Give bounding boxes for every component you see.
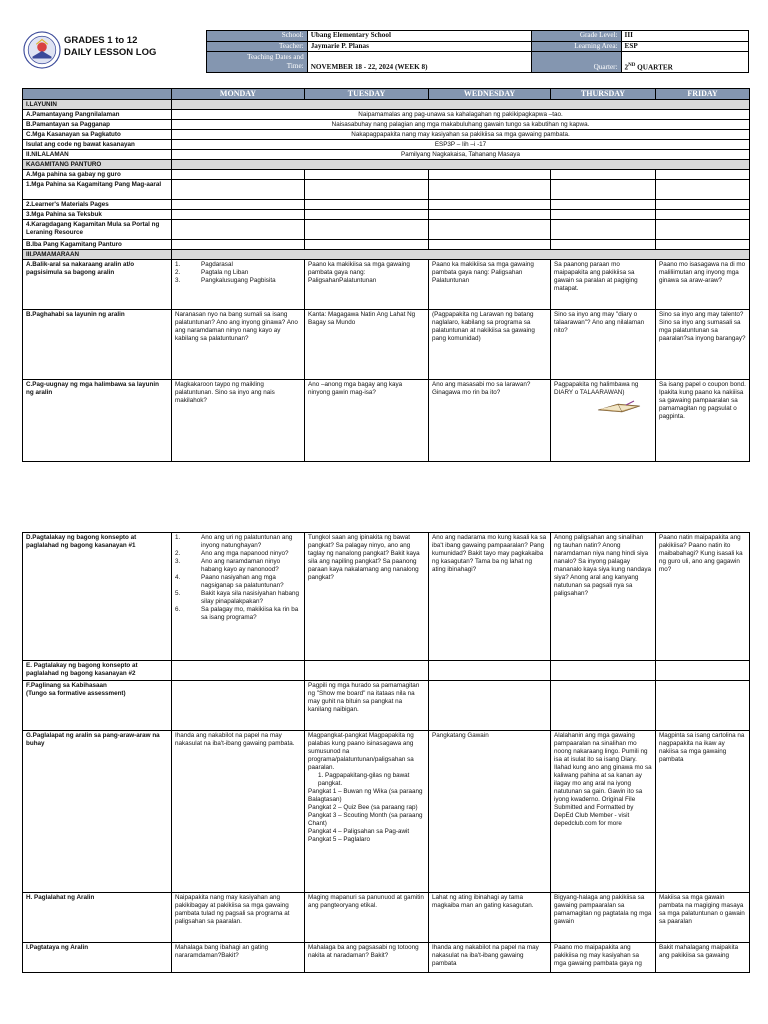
- row-label-pagtataya: I.Pagtataya ng Aralin: [23, 943, 172, 973]
- kasanayan-text: Nakapagpapakita nang may kasiyahan sa pakikiisa sa mga gawaing pambata.: [172, 130, 750, 140]
- empty-cell: [551, 170, 656, 180]
- empty-cell: [551, 681, 656, 731]
- empty-cell: [172, 180, 305, 200]
- paghahabi-thursday: Sino sa inyo ang may "diary o talaarawan"? Ano ang nilalaman nito?: [551, 310, 656, 380]
- step-number: 1.: [318, 771, 324, 779]
- quarter-number: 2: [624, 63, 629, 71]
- list-text: Pagdarasal: [201, 260, 233, 268]
- table-row-paglalahat: [23, 893, 750, 943]
- teaching-dates-value: NOVEMBER 18 - 22, 2024 (WEEK 8): [307, 52, 531, 73]
- empty-cell: [172, 240, 305, 250]
- day-header-wednesday: WEDNESDAY: [429, 89, 551, 100]
- empty-cell: [656, 180, 750, 200]
- empty-cell: [172, 210, 305, 220]
- teaching-dates-label: [207, 52, 308, 73]
- empty-cell: [429, 681, 551, 731]
- empty-cell: [172, 200, 305, 210]
- quarter-value: [621, 52, 748, 73]
- group-item: Pangkat 2 – Quiz Bee (sa paraang rap): [308, 803, 418, 811]
- list-item: [175, 550, 301, 558]
- empty-cell: [305, 200, 429, 210]
- empty-cell: [656, 200, 750, 210]
- empty-cell: [551, 180, 656, 200]
- teaching-dates-label-line1: Teaching Dates and: [247, 53, 304, 61]
- balik-aral-wednesday: Paano ka makikiisa sa mga gawaing pambata gaya nang: Paligsahan Palatuntunan: [429, 260, 551, 310]
- row-label-pamantayan-sa-pagganap: B.Pamantayan sa Pagganap: [23, 120, 172, 130]
- row-label-balik-aral: A.Balik-aral sa nakaraang aralin at/o pagsisimula sa bagong aralin: [23, 260, 172, 310]
- row-label-paghahabi: B.Paghahabi sa layunin ng aralin: [23, 310, 172, 380]
- section-fill: [172, 160, 750, 170]
- empty-cell: [429, 220, 551, 240]
- row-label-gabay-ng-guro: A.Mga pahina sa gabay ng guro: [23, 170, 172, 180]
- pagtalakay-1-monday: [172, 533, 305, 661]
- pagtataya-wednesday: Ihanda ang nakabilot na papel na may nakasulat na iba't-ibang gawaing pambata: [429, 943, 551, 973]
- empty-cell: [551, 661, 656, 681]
- list-number: 2.: [175, 549, 181, 557]
- empty-cell: [172, 661, 305, 681]
- day-header-tuesday: TUESDAY: [305, 89, 429, 100]
- lesson-log-table-page-2: [22, 532, 750, 973]
- learning-area-label: Learning Area:: [531, 41, 621, 52]
- list-number: 2.: [175, 268, 181, 276]
- list-text: Ano ang mga napanood ninyo?: [201, 549, 289, 557]
- pagtalakay-1-friday: Paano natin maipapakita ang pakikiisa? Paano natin ito maibabahagi? Kung isasali ka ng guro uli, ano ang gagawin mo?: [656, 533, 750, 661]
- group-item: Pangkat 1 – Buwan ng Wika (sa paraang Balagtasan): [308, 787, 423, 803]
- pagtalakay-1-monday-list: [175, 534, 301, 622]
- section-fill: [172, 250, 750, 260]
- list-item: [175, 574, 301, 590]
- list-item: [175, 261, 301, 269]
- table-row-pagtalakay-1: [23, 533, 750, 661]
- row-label-paglinang-line1: F.Paglinang sa Kabihasaan: [26, 681, 107, 689]
- list-text: Paano nasiyahan ang mga nagsiganap sa palatuntunan?: [201, 573, 284, 589]
- balik-aral-friday: Paano mo isasagawa na di mo maliliimutan ang inyong mga ginawa sa araw-araw?: [656, 260, 750, 310]
- list-text: Ano ang naramdaman ninyo habang kayo ay nanonood?: [201, 557, 281, 573]
- empty-cell: [656, 681, 750, 731]
- row-label-teksbuk: 3.Mga Pahina sa Teksbuk: [23, 210, 172, 220]
- section-label-kagamitan: KAGAMITANG PANTURO: [23, 160, 172, 170]
- list-item: [175, 590, 301, 606]
- list-item: [175, 534, 301, 550]
- quarter-label: Quarter:: [531, 52, 621, 73]
- empty-cell: [172, 220, 305, 240]
- pagtataya-thursday: Paano mo maipapakita ang pakikiisa ng may kasiyahan sa mga gawaing pambata gaya ng: [551, 943, 656, 973]
- diary-book-icon: [596, 400, 644, 414]
- paglalahat-monday: Naipapakita nang may kasiyahan ang pakikibagay at pakikiisa sa mga gawaing pambata tulad ng pagsali sa programa at paligsahan sa paaralan.: [172, 893, 305, 943]
- balik-aral-monday: [172, 260, 305, 310]
- nilalaman-text: Pamilyang Nagkakaisa, Tahanang Masaya: [172, 150, 750, 160]
- table-row: [23, 240, 750, 250]
- day-header-blank: [23, 89, 172, 100]
- deped-seal-icon: [23, 31, 61, 69]
- row-label-kagamitang-pang-mag-aaral: 1.Mga Pahina sa Kagamitang Pang Mag-aaral: [23, 180, 172, 200]
- table-row-pag-uugnay: [23, 380, 750, 462]
- pagtataya-monday: Mahalaga bang ibahagi an gating nararamdaman?Bakit?: [172, 943, 305, 973]
- step-text: Pagpapakitang-gilas ng bawat pangkat.: [318, 771, 410, 787]
- paghahabi-friday: Sino sa inyo ang may talento? Sino sa inyo ang sumasali sa mga palatuntunan sa paaralan?sa inyong barangay?: [656, 310, 750, 380]
- section-row-pamamaraan: [23, 250, 750, 260]
- day-header-thursday: THURSDAY: [551, 89, 656, 100]
- grade-level-value: III: [621, 31, 748, 42]
- table-row: [23, 140, 750, 150]
- paglalapat-monday: Ihanda ang nakabilot na papel na may nakasulat na iba't-ibang gawaing pambata.: [172, 731, 305, 893]
- table-row: [23, 110, 750, 120]
- group-item: Pangkat 3 – Scouting Month (sa paraang Chant): [308, 811, 423, 827]
- table-row-pagtataya: [23, 943, 750, 973]
- empty-cell: [305, 210, 429, 220]
- quarter-ordinal: ND: [628, 62, 636, 68]
- lesson-log-table-page-1: [22, 88, 750, 462]
- paghahabi-tuesday: Kanta: Magagawa Natin Ang Lahat Ng Bagay sa Mundo: [305, 310, 429, 380]
- school-label: School:: [207, 31, 308, 42]
- row-label-kasanayan: C.Mga Kasanayan sa Pagkatuto: [23, 130, 172, 140]
- empty-cell: [551, 240, 656, 250]
- row-label-code: Isulat ang code ng bawat kasanayan: [23, 140, 172, 150]
- list-number: 1.: [175, 533, 181, 541]
- table-row: [23, 180, 750, 200]
- list-text: Pagtala ng Liban: [201, 268, 249, 276]
- list-text: Sa palagay mo, makikiisa ka rin ba sa isang programa?: [201, 605, 299, 621]
- empty-cell: [305, 661, 429, 681]
- empty-cell: [551, 220, 656, 240]
- paghahabi-wednesday: (Pagpapakita ng Larawan ng batang naglalaro, kabilang sa programa sa palatuntunan at nakikiisa sa gawaing pang komunidad): [429, 310, 551, 380]
- day-header-row: [23, 89, 750, 100]
- form-title: [64, 35, 156, 59]
- empty-cell: [429, 240, 551, 250]
- empty-cell: [656, 170, 750, 180]
- row-label-learners-materials: 2.Learner's Materials Pages: [23, 200, 172, 210]
- pagtalakay-1-tuesday: Tungkol saan ang ipinakita ng bawat pangkat? Sa palagay ninyo, ano ang taglay ng nanalong pangkat? Bakit kaya sila ang napiling pangkat? Sa paanong paraan kaya nakalamang ang nanalong pangkat?: [305, 533, 429, 661]
- empty-cell: [656, 220, 750, 240]
- teaching-dates-label-line2: Time:: [286, 62, 304, 70]
- pag-uugnay-thursday-text: Pagpapakita ng halimbawa ng DIARY o TALAARAWAN): [554, 380, 639, 396]
- paghahabi-monday: Naranasan nyo na bang sumali sa isang palatuntunan? Ano ang inyong ginawa? Ano ang naramdaman ninyo nang kayo ay kabilang sa palatuntunan?: [172, 310, 305, 380]
- table-row-pagtalakay-2: [23, 661, 750, 681]
- table-row-paghahabi: [23, 310, 750, 380]
- empty-cell: [551, 210, 656, 220]
- teacher-value: Jaymarie P. Planas: [307, 41, 531, 52]
- paglalapat-tuesday-intro: Magpangkat-pangkat Magpapakita ng palabas kung paano isinasagawa ang sumusunod na programa/palatuntunan/paligsahan sa paaralan.: [308, 731, 414, 771]
- list-text: Bakit kaya sila nasisiyahan habang silay pinapalakpakan?: [201, 589, 300, 605]
- empty-cell: [429, 170, 551, 180]
- pag-uugnay-monday: Magkakaroon taypo ng maikling palatuntunan. Sino sa inyo ang nais makilahok?: [172, 380, 305, 462]
- empty-cell: [305, 220, 429, 240]
- balik-aral-thursday: Sa paanong paraan mo maipapakita ang pakikiisa sa gawain sa paralan at pagiging matapat.: [551, 260, 656, 310]
- empty-cell: [656, 210, 750, 220]
- paglalahat-thursday: Bigyang-halaga ang pakikiisa sa gawaing pampaaralan sa pamamagitan ng pagtatala ng mga gawain: [551, 893, 656, 943]
- group-item: Pangkat 4 – Paligsahan sa Pag-awit: [308, 827, 410, 835]
- paglalahat-friday: Makiisa sa mga gawain pambata na magiging masaya sa mga palatuntunan o gawain sa paaralan: [656, 893, 750, 943]
- row-label-pagtalakay-1: D.Pagtalakay ng bagong konsepto at paglalahad ng bagong kasanayan #1: [23, 533, 172, 661]
- pagtataya-tuesday: Mahalaga ba ang pagsasabi ng totoong nakita at naradaman? Bakit?: [305, 943, 429, 973]
- paglalapat-tuesday-step: [308, 772, 425, 788]
- list-item: [175, 606, 301, 622]
- list-number: 6.: [175, 605, 181, 613]
- table-row: [23, 150, 750, 160]
- paglalapat-friday: Magpinta sa isang cartolina na nagpapakita na ikaw ay nakiisa sa mga gawaing pambata: [656, 731, 750, 893]
- row-label-pagtalakay-2: E. Pagtalakay ng bagong konsepto at paglalahad ng bagong kasanayan #2: [23, 661, 172, 681]
- paglalahat-tuesday: Maging mapanuri sa panunuod at gamitin ang pangteoryang etikal.: [305, 893, 429, 943]
- list-item: [175, 277, 301, 285]
- empty-cell: [305, 170, 429, 180]
- empty-cell: [305, 240, 429, 250]
- row-label-pag-uugnay: C.Pag-uugnay ng mga halimbawa sa layunin ng aralin: [23, 380, 172, 462]
- title-line-2: DAILY LESSON LOG: [64, 47, 157, 58]
- pagtataya-friday: Bakit mahalagang maipakita ang pakikiisa sa gawaing: [656, 943, 750, 973]
- balik-aral-tuesday: Paano ka makikiisa sa mga gawaing pambata gaya nang: PaligsahanPalatuntunan: [305, 260, 429, 310]
- list-item: [175, 269, 301, 277]
- list-number: 3.: [175, 276, 181, 284]
- empty-cell: [429, 180, 551, 200]
- school-value: Ubang Elementary School: [307, 31, 531, 42]
- section-label-pamamaraan: III.PAMAMARAAN: [23, 250, 172, 260]
- code-text: ESP3P – Iih –i -17: [172, 140, 750, 150]
- list-number: 4.: [175, 573, 181, 581]
- row-label-iba-pang-kagamitan: B.Iba Pang Kagamitang Panturo: [23, 240, 172, 250]
- pag-uugnay-thursday: [551, 380, 656, 462]
- section-fill: [172, 100, 750, 110]
- list-number: 3.: [175, 557, 181, 565]
- section-row-layunin: [23, 100, 750, 110]
- title-line-1: GRADES 1 to 12: [64, 35, 138, 46]
- table-row: [23, 200, 750, 210]
- table-row: [23, 170, 750, 180]
- list-number: 1.: [175, 260, 181, 268]
- row-label-paglalapat: G.Paglalapat ng aralin sa pang-araw-araw na buhay: [23, 731, 172, 893]
- pagtalakay-1-thursday: Anong paligsahan ang sinalihan ng tauhan natin? Anong naramdaman niya nang hindi siya nanalo? Sa inyong palagay mananalo kaya siya kung nandaya siya? Anong aral ang kanyang natutunan sa pagsali nya sa paligsahan?: [551, 533, 656, 661]
- empty-cell: [429, 200, 551, 210]
- pag-uugnay-friday: Sa isang papel o coupon bond. Ipakita kung paano ka nakiiisa sa gawaing pampaaralan sa pamamagitan ng pagsulat o pagpinta.: [656, 380, 750, 462]
- table-row: [23, 220, 750, 240]
- table-row: [23, 130, 750, 140]
- empty-cell: [172, 170, 305, 180]
- table-row: [23, 120, 750, 130]
- pagtalakay-1-wednesday: Ano ang nadarama mo kung kasali ka sa iba't ibang gawaing pampaaralan? Pang kumunidad? Bakit tayo may pagkakaiba ng kasagutan? Tama ba ng lahat ng ating ibinahagi?: [429, 533, 551, 661]
- row-label-paglalahat: H. Paglalahat ng Aralin: [23, 893, 172, 943]
- row-label-paglinang: [23, 681, 172, 731]
- pag-uugnay-tuesday: Ano –anong mga bagay ang kaya ninyong gawin mag-isa?: [305, 380, 429, 462]
- pamantayan-sa-pagganap-text: Naisasabuhay nang palagian ang mga makabuluhang gawain tungo sa kabutihan ng kapwa.: [172, 120, 750, 130]
- list-number: 5.: [175, 589, 181, 597]
- pamantayang-pangnilalaman-text: Naipamamalas ang pag-unawa sa kahalagahan ng pakikipagkapwa –tao.: [172, 110, 750, 120]
- dll-header: [21, 30, 749, 72]
- list-text: Pangkalusugang Pagbisita: [201, 276, 276, 284]
- table-row-paglalapat: [23, 731, 750, 893]
- table-row-balik-aral: [23, 260, 750, 310]
- pag-uugnay-wednesday: Ano ang masasabi mo sa larawan? Ginagawa mo rin ba ito?: [429, 380, 551, 462]
- paglalapat-tuesday: [305, 731, 429, 893]
- row-label-paglinang-line2: (Tungo sa formative assessment): [26, 689, 126, 697]
- day-header-friday: FRIDAY: [656, 89, 750, 100]
- paglalapat-wednesday: Pangkatang Gawain: [429, 731, 551, 893]
- list-text: Ano ang uri ng palatuntunan ang inyong natunghayan?: [201, 533, 293, 549]
- empty-cell: [429, 661, 551, 681]
- empty-cell: [172, 681, 305, 731]
- empty-cell: [656, 661, 750, 681]
- group-item: Pangkat 5 – Paglalaro: [308, 835, 370, 843]
- empty-cell: [429, 210, 551, 220]
- section-row-kagamitan: [23, 160, 750, 170]
- empty-cell: [305, 180, 429, 200]
- empty-cell: [656, 240, 750, 250]
- paglinang-tuesday: Pagpili ng mga hurado sa pamamagitan ng "Show me board" na itataas nila na may guhit na bituin sa pangkat na kanilang naibigan.: [305, 681, 429, 731]
- grade-level-label: Grade Level:: [531, 31, 621, 42]
- paglalapat-thursday: Alalahanin ang mga gawaing pampaaralan na sinalihan mo noong nakaraang lingo. Pumili ng isa at isulat ito sa isang Diary. Ilahad kung ano ang ginawa mo sa kaliwang pahina at sa kanan ay ilagay mo ang aral na iyong natutunan sa gain. Gawin ito sa iyong kwaderno. Original File Submitted and Formatted by DepEd Club Member - visit depedclub.com for more: [551, 731, 656, 893]
- list-item: [175, 558, 301, 574]
- row-label-nilalaman: II.NILALAMAN: [23, 150, 172, 160]
- header-info-table: [206, 30, 749, 73]
- row-label-pamantayang-pangnilalaman: A.Pamantayang Pangnilalaman: [23, 110, 172, 120]
- teacher-label: Teacher:: [207, 41, 308, 52]
- day-header-monday: MONDAY: [172, 89, 305, 100]
- paglalahat-wednesday: Lahat ng ating ibinahagi ay tama magkaiba man an gating kasagutan.: [429, 893, 551, 943]
- table-row-paglinang: [23, 681, 750, 731]
- table-row: [23, 210, 750, 220]
- quarter-word: QUARTER: [635, 63, 673, 71]
- row-label-karagdagang-kagamitan: 4.Karagdagang Kagamitan Mula sa Portal ng Leraning Resource: [23, 220, 172, 240]
- learning-area-value: ESP: [621, 41, 748, 52]
- empty-cell: [551, 200, 656, 210]
- balik-aral-monday-list: [175, 261, 301, 285]
- section-label-layunin: I.LAYUNIN: [23, 100, 172, 110]
